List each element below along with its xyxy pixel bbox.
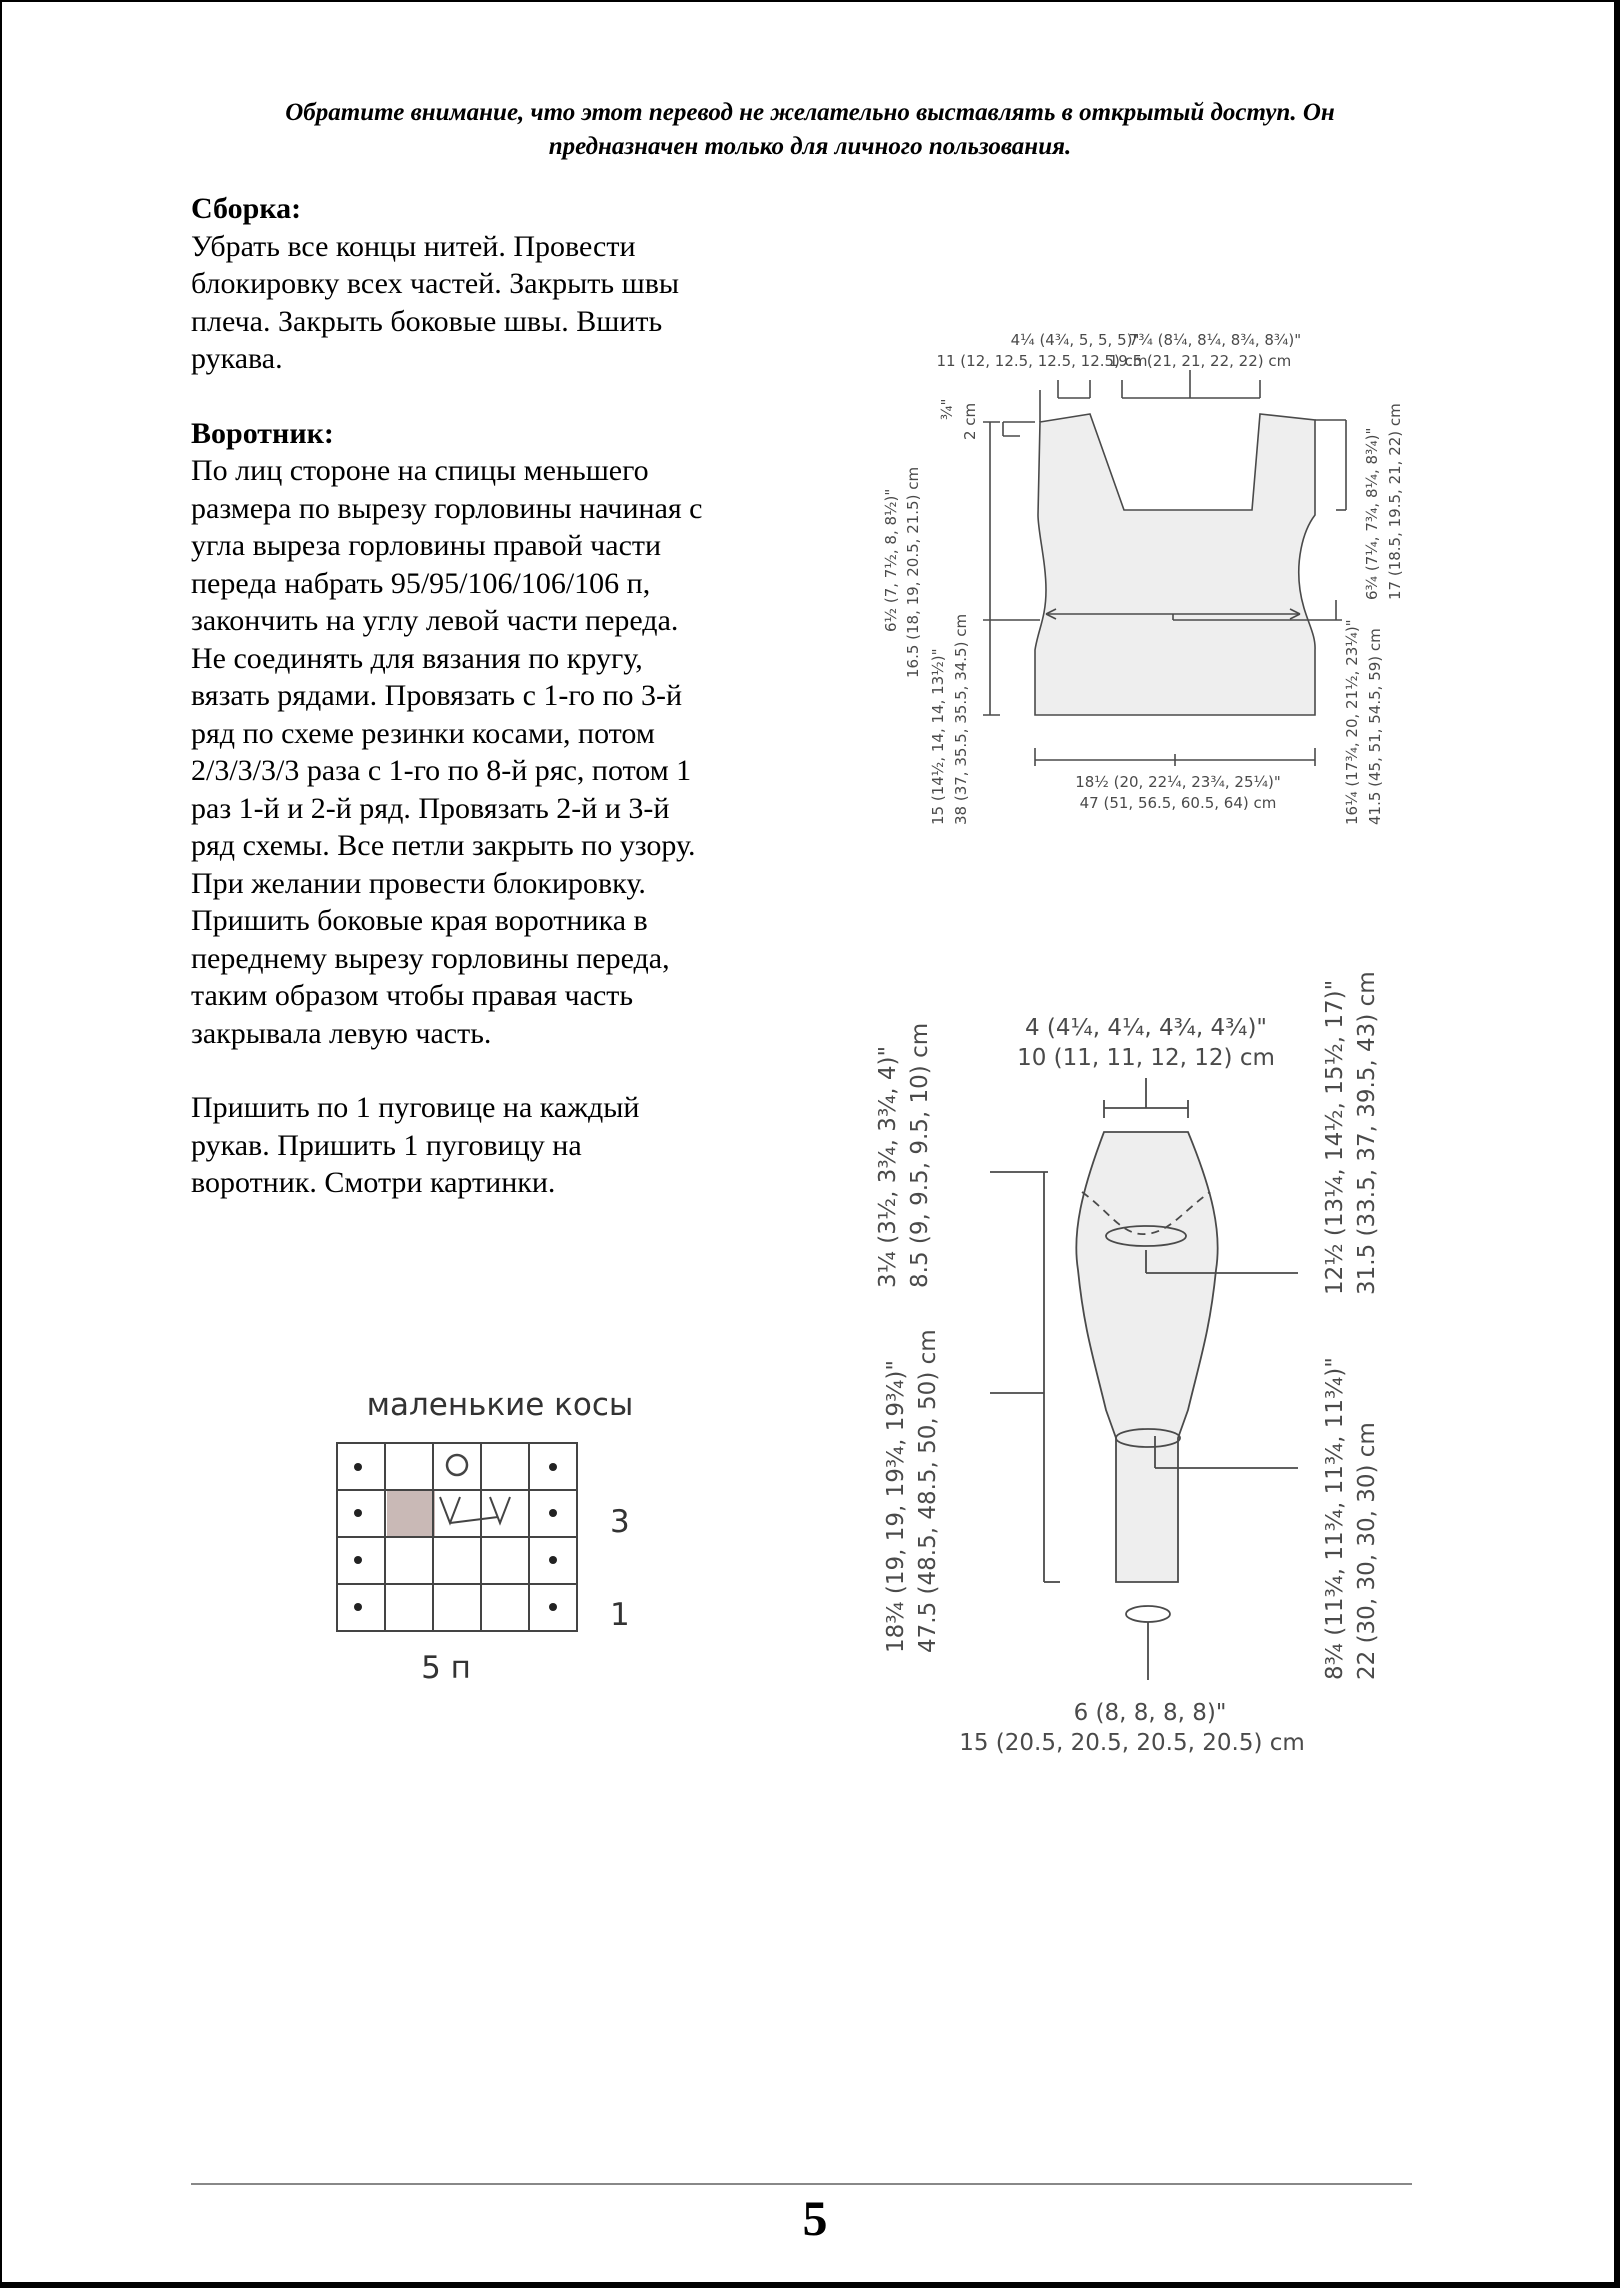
shaded-cell xyxy=(387,1490,435,1537)
collar-heading: Воротник: xyxy=(191,416,334,450)
collar-line: раз 1-й и 2-й ряд. Провязать 2-й и 3-й xyxy=(191,791,670,825)
collar-line: таким образом чтобы правая часть xyxy=(191,979,634,1012)
body-schematic-drawing xyxy=(860,270,1420,840)
page-number: 5 xyxy=(802,2190,828,2246)
notice-line-1: Обратите внимание, что этот перевод не желательно выставлять в открытый доступ. Он xyxy=(285,99,1335,126)
row-label-3: 3 xyxy=(610,1504,630,1540)
forearm-inches: 8¾ (11¾, 11¾, 11¾, 11¾)" xyxy=(1322,1357,1348,1680)
sleeve-top-cm: 10 (11, 11, 12, 12) cm xyxy=(1017,1045,1275,1071)
armhole-depth-inches: 6½ (7, 7½, 8, 8½)" xyxy=(882,488,900,632)
chest-width-cm: 41.5 (45, 51, 54.5, 59) cm xyxy=(1366,628,1384,825)
collar-line: ряд схемы. Все петли закрыть по узору. xyxy=(191,829,696,862)
chest-width-inches: 16¼ (17¾, 20, 21½, 23¼)" xyxy=(1343,619,1361,825)
shoulder-width-cm: 11 (12, 12.5, 12.5, 12.5) cm xyxy=(936,352,1148,370)
neck-width-cm: 19.5 (21, 21, 22, 22) cm xyxy=(1108,352,1292,370)
forearm-cm: 22 (30, 30, 30, 30) cm xyxy=(1354,1422,1380,1680)
sleeve-cap-cm: 8.5 (9, 9.5, 9.5, 10) cm xyxy=(907,1022,933,1288)
hem-width-inches: 18½ (20, 22¼, 23¾, 25¼)" xyxy=(1075,773,1281,791)
assembly-line: рукава. xyxy=(191,342,283,375)
buttons-line: рукав. Пришить 1 пуговицу на xyxy=(191,1128,582,1162)
shoulder-slope-inches: ¾" xyxy=(938,398,956,420)
footer-divider xyxy=(191,2183,1412,2185)
assembly-line: блокировку всех частей. Закрыть швы xyxy=(191,267,680,300)
sleeve-schematic-drawing xyxy=(870,950,1390,1780)
collar-line: Пришить боковые края воротника в xyxy=(191,904,648,937)
collar-line: переда набрать 95/95/106/106/106 п, xyxy=(191,566,651,600)
sleeve-cap-inches: 3¼ (3½, 3¾, 3¾, 4)" xyxy=(875,1045,901,1288)
collar-line: закрывала левую часть. xyxy=(191,1016,492,1050)
row-label-1: 1 xyxy=(610,1597,630,1633)
sleeve-schematic xyxy=(870,950,1390,1780)
assembly-heading: Сборка: xyxy=(191,192,302,225)
body-schematic xyxy=(860,270,1420,840)
notice-line-2: предназначен только для личного пользования. xyxy=(548,133,1072,160)
chart-title: маленькие косы xyxy=(366,1387,634,1423)
buttons-line: воротник. Смотри картинки. xyxy=(191,1166,556,1199)
hem-width-cm: 47 (51, 56.5, 60.5, 64) cm xyxy=(1079,794,1277,812)
body-length-cm: 38 (37, 35.5, 35.5, 34.5) cm xyxy=(952,613,970,825)
collar-line: Не соединять для вязания по кругу, xyxy=(191,641,643,675)
privacy-notice xyxy=(190,96,1430,164)
body-length-inches: 15 (14½, 14, 14, 13½)" xyxy=(929,648,947,825)
neck-depth-inches: 6¾ (7¼, 7¾, 8¼, 8¾)" xyxy=(1363,427,1381,600)
sleeve-length-inches: 18¾ (19, 19, 19¾, 19¾)" xyxy=(883,1360,909,1653)
collar-line: По лиц стороне на спицы меньшего xyxy=(191,454,649,487)
cuff-width-cm: 15 (20.5, 20.5, 20.5, 20.5) cm xyxy=(959,1730,1305,1756)
shoulder-slope-cm: 2 cm xyxy=(961,402,979,440)
shoulder-width-inches: 4¼ (4¾, 5, 5, 5)" xyxy=(1010,331,1140,349)
instructions-text xyxy=(191,190,771,1202)
assembly-line: плеча. Закрыть боковые швы. Вшить xyxy=(191,304,663,338)
collar-line: закончить на углу левой части переда. xyxy=(191,604,679,637)
collar-line: ряд по схеме резинки косами, потом xyxy=(191,716,655,750)
assembly-line: Убрать все концы нитей. Провести xyxy=(191,229,636,263)
stitch-chart-drawing xyxy=(300,1385,660,1695)
collar-line: размера по вырезу горловины начиная с xyxy=(191,491,703,525)
collar-line: переднему вырезу горловины переда, xyxy=(191,941,670,975)
sleeve-length-cm: 47.5 (48.5, 48.5, 50, 50) cm xyxy=(915,1329,941,1653)
stitch-count: 5 п xyxy=(421,1650,471,1686)
collar-line: угла выреза горловины правой части xyxy=(191,529,662,562)
neck-depth-cm: 17 (18.5, 19.5, 21, 22) cm xyxy=(1386,403,1404,600)
upper-arm-cm: 31.5 (33.5, 37, 39.5, 43) cm xyxy=(1354,971,1380,1295)
cuff-width-inches: 6 (8, 8, 8, 8)" xyxy=(1073,1700,1227,1726)
stitch-chart xyxy=(300,1385,660,1695)
collar-line: вязать рядами. Провязать с 1-го по 3-й xyxy=(191,679,683,712)
collar-line: При желании провести блокировку. xyxy=(191,866,646,900)
upper-arm-inches: 12½ (13¼, 14½, 15½, 17)" xyxy=(1322,979,1348,1295)
buttons-line: Пришить по 1 пуговице на каждый xyxy=(191,1091,640,1124)
armhole-depth-cm: 16.5 (18, 19, 20.5, 21.5) cm xyxy=(904,466,922,678)
collar-line: 2/3/3/3/3 раза с 1-го по 8-й ряс, потом 1 xyxy=(191,754,692,787)
neck-width-inches: 7¾ (8¼, 8¼, 8¾, 8¾)" xyxy=(1128,331,1302,349)
sleeve-top-inches: 4 (4¼, 4¼, 4¾, 4¾)" xyxy=(1024,1015,1268,1041)
